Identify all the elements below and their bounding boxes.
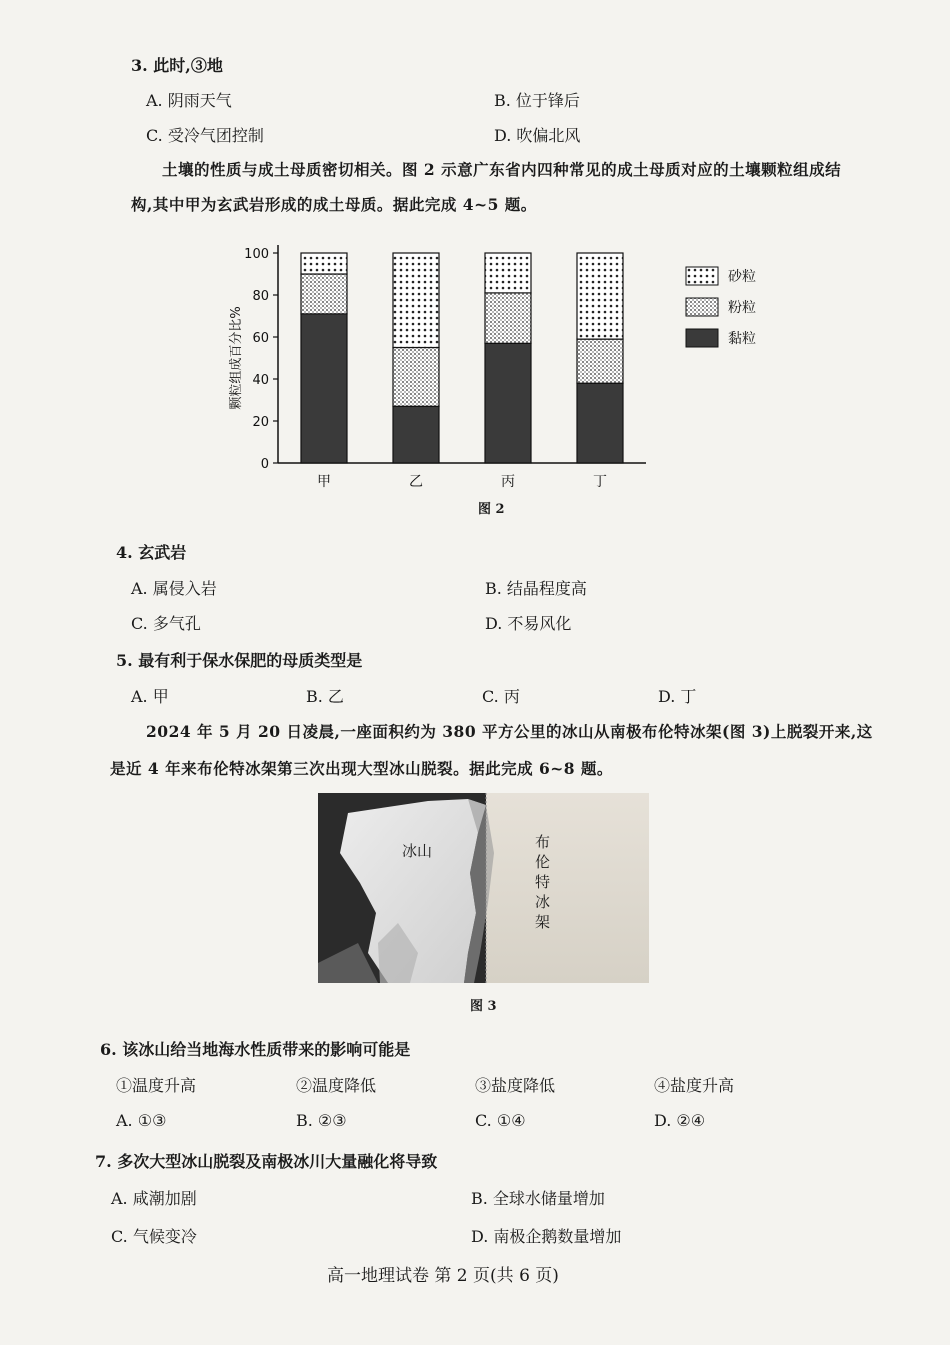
legend-swatch — [686, 267, 718, 285]
q6-stem: 6. 该冰山给当地海水性质带来的影响可能是 — [100, 1040, 411, 1059]
bar-segment — [301, 253, 347, 274]
bar-segment — [577, 339, 623, 383]
q5-option-d: D. 丁 — [658, 687, 697, 706]
figure-3-label-shelf: 布伦特冰架 — [535, 833, 551, 931]
figure-3-caption: 图 3 — [470, 999, 497, 1014]
q6-option-a: A. ①③ — [116, 1111, 167, 1130]
q3-option-c: C. 受冷气团控制 — [146, 126, 264, 145]
q6-option-b: B. ②③ — [296, 1111, 347, 1130]
legend-label: 粉粒 — [728, 300, 756, 316]
bar-segment — [393, 253, 439, 348]
y-tick-label: 80 — [252, 289, 269, 304]
q4-option-d: D. 不易风化 — [485, 614, 572, 633]
bar-segment — [301, 274, 347, 314]
q5-option-c: C. 丙 — [482, 687, 520, 706]
bar-segment — [577, 253, 623, 339]
q6-item-3: ③盐度降低 — [475, 1076, 556, 1095]
bar-segment — [393, 406, 439, 463]
q5-option-a: A. 甲 — [131, 687, 169, 706]
bar-segment — [301, 314, 347, 463]
legend-swatch — [686, 298, 718, 316]
q5-stem: 5. 最有利于保水保肥的母质类型是 — [116, 651, 363, 670]
q6-item-1: ①温度升高 — [116, 1076, 197, 1095]
q4-option-b: B. 结晶程度高 — [485, 579, 587, 598]
x-tick-label: 甲 — [317, 474, 331, 490]
q4-option-a: A. 属侵入岩 — [131, 579, 217, 598]
q4-stem: 4. 玄武岩 — [116, 543, 187, 562]
q3-option-d: D. 吹偏北风 — [494, 126, 581, 145]
bar-segment — [485, 343, 531, 463]
bar-segment — [485, 293, 531, 343]
y-tick-label: 20 — [252, 415, 269, 430]
bar-segment — [393, 348, 439, 407]
q7-option-d: D. 南极企鹅数量增加 — [471, 1227, 622, 1246]
bar-segment — [485, 253, 531, 293]
figure-2-chart — [218, 225, 788, 520]
q6-item-4: ④盐度升高 — [654, 1076, 735, 1095]
x-tick-label: 乙 — [409, 474, 423, 490]
y-axis-label: 颗粒组成百分比% — [229, 306, 244, 410]
q6-option-d: D. ②④ — [654, 1111, 706, 1130]
x-tick-label: 丁 — [593, 474, 607, 490]
legend-swatch — [686, 329, 718, 347]
q7-option-c: C. 气候变冷 — [111, 1227, 197, 1246]
y-tick-label: 40 — [252, 373, 269, 388]
bar-segment — [577, 383, 623, 463]
q6-item-2: ②温度降低 — [296, 1076, 377, 1095]
y-tick-label: 100 — [244, 247, 269, 262]
intro-4-5-line1: 土壤的性质与成土母质密切相关。图 2 示意广东省内四种常见的成土母质对应的土壤颗粒组成结 — [162, 160, 842, 179]
figure-3-photo — [318, 793, 649, 983]
q7-stem: 7. 多次大型冰山脱裂及南极冰川大量融化将导致 — [95, 1152, 438, 1171]
q7-option-b: B. 全球水储量增加 — [471, 1189, 605, 1208]
q6-option-c: C. ①④ — [475, 1111, 526, 1130]
q3-option-b: B. 位于锋后 — [494, 91, 580, 110]
q3-option-a: A. 阴雨天气 — [146, 91, 232, 110]
legend-label: 黏粒 — [728, 331, 756, 347]
q3-stem: 3. 此时,③地 — [131, 56, 223, 75]
figure-3-label-iceberg: 冰山 — [402, 842, 433, 860]
q5-option-b: B. 乙 — [306, 687, 344, 706]
page-footer: 高一地理试卷 第 2 页(共 6 页) — [327, 1266, 559, 1286]
legend-label: 砂粒 — [728, 269, 756, 285]
intro-6-8-line2: 是近 4 年来布伦特冰架第三次出现大型冰山脱裂。据此完成 6~8 题。 — [110, 759, 613, 778]
q7-option-a: A. 咸潮加剧 — [111, 1189, 197, 1208]
intro-6-8-line1: 2024 年 5 月 20 日凌晨,一座面积约为 380 平方公里的冰山从南极布伦特冰架(图 3)上脱裂开来,这 — [146, 722, 873, 741]
x-tick-label: 丙 — [501, 474, 515, 490]
y-tick-label: 0 — [260, 457, 269, 472]
ice-shelf — [486, 793, 649, 983]
q4-option-c: C. 多气孔 — [131, 614, 201, 633]
figure-2-caption: 图 2 — [478, 502, 505, 517]
y-tick-label: 60 — [252, 331, 269, 346]
intro-4-5-line2: 构,其中甲为玄武岩形成的成土母质。据此完成 4~5 题。 — [131, 195, 537, 214]
